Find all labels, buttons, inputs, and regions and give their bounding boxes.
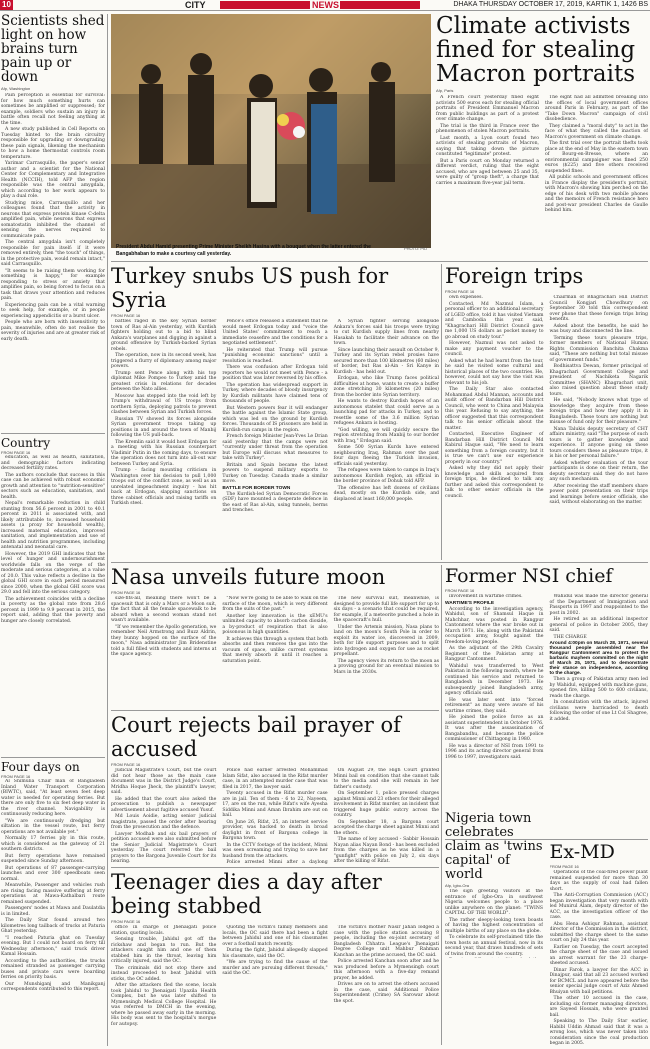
- nasa-col-2: [222, 596, 327, 706]
- paragraph: Last month, a Lyon court found two activists of stealing portraits of Macron, saying that taking down the picture constituted "legitimate" protest.: [436, 135, 539, 157]
- paragraph: "It seems to be raising them working for something is happy," for example responding to stress or anxiety that amplifies pain, so being forced to focus on a task that draws your attention and reduces pain.: [1, 268, 105, 301]
- foreign-trips-body: [445, 295, 648, 557]
- dateline: DHAKA THURSDAY OCTOBER 17, 2019, KARTIK 1, 1426 BS: [453, 1, 648, 8]
- court-headline: Court rejects bail prayer of accused: [111, 713, 401, 761]
- column-rule: [441, 565, 442, 1045]
- court-col-2: [222, 768, 327, 865]
- divider: [111, 867, 439, 868]
- paragraph: The central amygdala isn't completely responsible for pain itself: if it were removed entirely, then "the touch" of things, in the protective pain, would remain intact," said Carrasquillo.: [1, 240, 105, 267]
- paragraph: own expenses.: [449, 295, 483, 300]
- nsi-headline: Former NSI chief: [445, 565, 613, 587]
- country-body: [1, 455, 105, 755]
- paragraph: Under the Artemis mission, Nasa plans to land on the moon's South Pole in order to exploit its water ice, discovered in 2009, both for life support purposes and to split into hydrogen and oxygen for use as rocket propellant.: [333, 624, 439, 657]
- climate-headline: Climate activists fined for stealing Macron portraits: [436, 14, 636, 87]
- nasa-body: [111, 596, 439, 706]
- paragraph: The victim's mother Nasir Jahan lodged a case with the police station accusing 8 people, including the ex-joint secretary of Bangladesh Chhatra League's Jhenaigati Degree College unit Mahbur Rahman Kanchan as the prime accused, the OC said.: [333, 925, 439, 958]
- paragraph: Asked why they did not apply their knowledge and skills acquired from foreign trips, he declined to talk any further and asked this correspondent to talk to other senior officials in the council.: [445, 466, 544, 499]
- paragraph: The agency views its return to the moon as a proving ground for an eventual mission to Mars in the 2030s.: [333, 658, 439, 675]
- paragraph: Chairman of Bhagrachari Hill District Council Kongjari Chowdhury on September 30 told this correspondent over phone that these foreign trips bring benefits.: [549, 295, 648, 322]
- paragraph: Some 500 Syrian Kurds have entered neighbouring Iraq, Rahman over the past four days fleeing the Turkish invasion, officials said yesterday.: [333, 445, 439, 467]
- fourdays-from: FROM PAGE 16: [1, 774, 31, 779]
- country-headline: Country: [1, 436, 51, 450]
- paragraph: The refugees were taken to camps in Iraq's autonomous Kurdish region, an official in the border province of Dohuk told AFP.: [333, 468, 439, 484]
- scientists-body: [1, 93, 105, 431]
- paragraph: Trump - facing mounting criticism in Washington over his decision to pull 1,000 troops out of the conflict zone, as well as an unrelated impeachment inquiry - has hit back at Erdogan, slapping sanctions on three cabinet officials and raising tariffs on Turkish steel.: [111, 468, 217, 506]
- court-col-1: [111, 768, 216, 865]
- page-header: [0, 0, 650, 11]
- nasa-col-3: [334, 596, 439, 706]
- nsi-column: [445, 565, 648, 1045]
- paragraph: Abu Hena Ashiqur Rahman, assistant director of the Commission in the district, submitted the charge sheet to the same court on July 24 this year.: [549, 921, 648, 943]
- paragraph: Passengers' nodes at Mawa and Daulatdia is in limited.: [1, 906, 105, 917]
- teenager-col-1: [111, 925, 216, 1046]
- nigeria-headline: Nigeria town celebrates claim as 'twins capital' of world: [445, 812, 543, 882]
- paragraph: After receiving the staff members share power point presentation on their trips and learnings before senior officials, she said, without elaborating on the matter.: [549, 483, 648, 505]
- paragraph: Asked whether evaluation of the tour participants is done on their return, the deputy secretary said they do not have any such mechanism.: [549, 460, 648, 482]
- paragraph: A new study published in Cell Reports on Tuesday hinted to the brain circuitry responsible for upgrading or downgrading these pain signals, likening the mechanism to how a home thermostat controls room temperature.: [1, 127, 105, 160]
- paragraph: There was confusion after Erdogan told reporters he would not meet with Pence - a position that was later reversed by his office.: [222, 365, 328, 381]
- paragraph: Al Shimulia Chair man of Bangladesh Inland Water Transport Corporation (BIWTC), said, "At least seven feet deep water is needed for operating ferries. But there are only five to six feet deep water in the river channel. Navigability is continuously reducing here.: [1, 779, 105, 817]
- left-column: [1, 14, 105, 1046]
- paragraph: Our Munshiganj and Manikganj correspondents contributed to this report.: [1, 981, 105, 992]
- paragraph: Contacted, Md Nazmul Islam, a personal officer to an additional secretary of LGED office, told it has visited Vietnam and Cambodia this year. said, "Khagrachari Hill District Council gave me 1,000 US dollars as pocket money to go abroad on study tour.": [445, 301, 544, 340]
- foreign-col-1: [445, 295, 544, 557]
- paragraph: Normally 17 ferries ply in this route, which is considered as the gateway of 21 southern districts.: [1, 836, 105, 852]
- paragraph: A Syrian fighter serving alongside Ankara's forces said his troops were trying to cut Kurdish supply lines from nearby Hasakah to facilitate their advance on the town.: [333, 319, 439, 346]
- paragraph: The Kurdish-led Syrian Democratic Forces (SDF) have mounted a desperate defence in the east of Ras al-Ain, using tunnels, berms and trenches.: [222, 491, 328, 513]
- climate-col-2: [545, 95, 648, 245]
- paragraph: "We are trying to find the cause of the murder and are pursuing different threads," said the OC.: [222, 960, 328, 976]
- paragraph: Russian TV showed its forces alongside Syrian government troops taking up positions in and around the town of Manbij following the US pull-back.: [111, 416, 217, 438]
- scientists-headline: Scientists shed light on how brains turn pain up or down: [1, 14, 105, 85]
- teenager-from: FROM PAGE 16: [111, 919, 141, 924]
- paragraph: size-fits-all, meaning there won't be a spacesuit that is only a Mars or a Moon suit, the fact that all the female spacewalk to be aboard when a second woman stand not wasn't available.: [111, 596, 217, 623]
- turkey-headline: Turkey snubs US push for Syria: [111, 264, 389, 312]
- paragraph: On June 26, Rifat, 25, an internet service provider, was hacked to death in broad daylight in front of Bargona college in Bargona town.: [222, 819, 328, 841]
- paragraph: He retired as an additional inspector general of police in October 2005, they said.: [549, 617, 648, 633]
- paragraph: The new survival suit, meanwhile, is designed to provide full life support for up to six days - a scenario that could be required, for example, if a meteorite punched a hole in the spacecraft's hull.: [333, 596, 439, 623]
- section-news: NEWS: [312, 0, 339, 10]
- paragraph: Yarimar Carrasquillo, the paper's senior author and a scientist for the National Center for Complementary and Integrative Health (NCCIH), told AFP the region responsible was the central amygdala, which according to her work appears to play a dual role.: [1, 161, 105, 199]
- court-article: [111, 713, 439, 865]
- exmd-article: [550, 841, 649, 1045]
- turkey-col-1: [111, 319, 216, 560]
- paragraph: Asked what he had learnt from the tour, he said he visited some cultural and historical places of the two countries. He, however, could not say how the visit was relevant to his job.: [445, 358, 544, 386]
- paragraph: He said, "Nobody knows what type of knowledge they acquire from these foreign trips and how they apply it in Bangladesh. These tours are nothing but misuse of fund only for their pleasure.": [549, 398, 648, 425]
- paragraph: He added that the court also asked the prosecution to publish a newspaper advertisement about fugitive accused Yusuf.: [111, 796, 217, 813]
- teenager-article: [111, 870, 439, 1046]
- turkey-col-3: [334, 319, 439, 560]
- nsi-col-2: [550, 594, 649, 837]
- foreign-trips-from: FROM PAGE 16: [445, 289, 475, 294]
- nsi-from: FROM PAGE 16: [445, 588, 475, 593]
- paragraph: According to the investigation agency, Wahidul, son of Shamsul Haque in Mahchhar, was posted in Rangpur Cantonment where the war broke out in March 1971. He, along with the Pakistani occupation army, fought against the freedom-loving people.: [445, 606, 544, 645]
- paragraph: Bodhisattva Dewan, former principal of Khagrachari Government College and president of Nachiketa Nagarik Committee (SHANC) Khagrachari unit, also raised question about these study tours.: [549, 364, 648, 397]
- teenager-body: [111, 925, 439, 1046]
- exmd-headline: Ex-MD: [549, 841, 615, 863]
- paragraph: "I reached Paturia ghat on Tuesday evening. But I could not board on ferry till Wednesday afternoon," said truck driver Kamal Hossain.: [1, 935, 105, 957]
- paragraph: He reiterated that Trump will pursue "punishing economic sanctions" until a resolution is reached.: [222, 347, 328, 364]
- paragraph: Studying mice, Carrasquillo and her colleagues found that the activity in neurons that express protein kinase C-delta amplified pain, while neurons that express somatostatin inhibited the channel of sensing the nerves required to communicate pain.: [1, 200, 105, 239]
- paragraph: Lawyer Modhab and six bail prayers of petition accused were also submitted before the Senior Judicial Magistrate's Court yesterday. The court referred the bail prayers to the Bargona Juvenile Court for its hearing.: [111, 831, 217, 864]
- climate-body: [436, 95, 648, 245]
- nsi-body: [445, 594, 648, 837]
- paragraph: Since launching their assault on October 9, Turkey and its Syrian rebel proxies have secured more than 100 kilometres (60 miles) of border, but Ras al-Ain - Sri Kanye in Kurdish - has held out.: [333, 347, 439, 375]
- paragraph: The trial is the third in France over the phenomenon of stolen Macron portraits.: [436, 123, 539, 134]
- paragraph: He wants to destroy Kurdish hopes of an autonomous statelet that could serve as a launching pad for attacks in Turkey, and to resettle some of the 3.6 million Syrian refugees Ankara is hosting.: [333, 399, 439, 426]
- section-city: CITY: [185, 0, 206, 10]
- nigeria-byline: Afp, Igbo-Ora: [445, 883, 470, 888]
- teenager-headline: Teenager dies a day after being stabbed: [111, 870, 382, 918]
- paragraph: Dinar Farok, a lawyer for the ACC in Dinajpur, said that all 23 accused worked for BCMCL and have appeared before the senior special judge court of Aziz Ahmed Bhuiyan with bail petitions.: [549, 967, 648, 995]
- paragraph: Nana Talukis deputy secretary of CHT affairs ministry, said "The purpose of such tours is to gather knowledge and experience. If anyone going on these tours considers these as pleasure trips, it is his or her personal failure.": [549, 426, 648, 459]
- photo-credit: PHOTO: PID: [404, 246, 428, 251]
- nasa-headline: Nasa unveils future moon: [111, 565, 386, 589]
- paragraph: They claimed a "moral duty" to act in the face of what they called the inaction of Macron's government on climate change.: [545, 123, 648, 140]
- paragraph: Quoting the victim's family members and locals, the OC said there had been a fight between Jahidul and one of his classmates over a football match recently.: [222, 925, 328, 947]
- paragraph: The sign greeting visitors at the entrance of Igbo-Ora in southwest Nigeria welcomes people to a place unlike anywhere on the planet: "TWINS CAPITAL OF THE WORLD".: [445, 889, 543, 916]
- paragraph: All public schools and government offices in France display the president's portrait, with Macron's showing him perched on the edge of his desk with two mobile phones and the memoirs of French resistance hero and post-war president Charles de Gaulle behind him.: [545, 175, 648, 213]
- paragraph: The first trial over the portrait thefts took place at the end of May in the eastern town of Bourg-en-Bresse, where an environmental campaigner was fined 250 euros ($225) and five others received suspended fines.: [545, 141, 648, 174]
- photo-caption: President Abdul Hamid presenting Prime Minister Sheikh Hasina with a bouquet when the latter entered the Bangabhaban to make a courtesy call yesterday.: [116, 244, 371, 257]
- paragraph: Pence's office released a statement that he would meet Erdogan today and "voice the United States' commitment to reach a immediate ceasefire and the conditions for a negotiated settlement".: [222, 319, 328, 346]
- paragraph: Operations of the coal-fired power plant remained suspended for more than 30 days as the supply of coal had fallen short.: [549, 870, 648, 892]
- paragraph: The operation has widespread support in Turkey, where decades of bloody insurgency by Kurdish militants have claimed tens of thousands of people.: [222, 382, 328, 404]
- teenager-col-2: [222, 925, 327, 1046]
- paragraph: On September 18, a Bargona court accepted the charge sheet against Minni and the others.: [333, 819, 439, 836]
- paragraph: "Now we're going to be able to walk on the surface of the moon, which is very different from the suits of the past.": [222, 596, 328, 612]
- paragraph: Twenty accused in the Rifat murder case are in jail. Ten of them - 6 to 22, Nayeem, 17, are on the run, while Rifat's wife Ayesha Siddika Minni and Aman Ibrahim are out on bail.: [222, 791, 328, 818]
- paragraph: However, the 2019 GHI indicates that the level of hunger and undernourishment worldwide falls on the verge of the moderate and serious categories, at a value of 20.0. This value reflects a decline in the global GHI score in each period measured since 2000, when the global GHI score was 29.0 and fell into the serious category.: [1, 551, 105, 595]
- turkey-subhead: BATTLE FOR BORDER TOWN: [222, 485, 291, 491]
- exmd-body: [550, 870, 649, 1045]
- paragraph: During the fight, Jahidul allegedly slapped his classmate, said the OC.: [222, 948, 328, 959]
- paragraph: The criminals did not stop there and instead proceeded to beat Jahidul with sticks, the OC added.: [111, 965, 217, 982]
- foreign-col-2: [550, 295, 649, 557]
- paragraph: Terming these tours pleasure trips, former members of National Human Rights Commission Banchita Chakma said, "These are nothing but total misuse of government funds.": [549, 335, 648, 363]
- header-accent-bar-right: [340, 1, 420, 9]
- exmd-from: FROM PAGE 16: [549, 864, 579, 869]
- nigeria-body: [445, 889, 543, 958]
- court-from: FROM PAGE 16: [111, 762, 141, 767]
- paragraph: "We are continuously dredging but siltation in the vessel route, but ferry operations are not available yet.": [1, 818, 105, 835]
- paragraph: Md Louis Aoidie, acting senior judicial magistrate, passed the order after hearing from the prosecution and the defence.: [111, 814, 217, 830]
- paragraph: Wahidul was transferred to West Pakistan in the following month, where he continued his service and returned to Bangladesh in December 1973. He subsequently joined Bangladesh army, agency officials said.: [445, 663, 544, 696]
- paragraph: Britain and Spain became the latest powers to suspend military exports to Turkey on Tuesday. Canada made a similar move.: [222, 462, 328, 484]
- photo-illustration: [111, 14, 431, 248]
- paragraph: In the CCTV footage of the incident, Minni was seen screaming and trying to save her husband from the attackers.: [222, 842, 328, 859]
- paragraph: Speaking to The Daily Star earlier, Habibl Uddin Ahmad said that it was a wrong loss, which was never taken into consideration since the coal production began in 2005.: [549, 1019, 648, 1045]
- paragraph: The Anti-Corruption Commission (ACC) began investigation that very month with led Munirul Alam, deputy director of the ACC, as the investigation officer of the case.: [549, 893, 648, 920]
- header-accent-bar: [220, 1, 310, 9]
- paragraph: In consultation with the attack, injured civilians were barricaded to death following the order of one Lt Col Shagree, it added.: [549, 700, 648, 722]
- climate-article: [436, 14, 648, 259]
- paragraph: education, as well as health, sanitation, and demographic factors indicating decreased fertility rates.: [1, 455, 105, 471]
- nasa-from: FROM PAGE 16: [111, 590, 141, 595]
- paragraph: It achieves this through a system that both absorbs and then removes the gas into the vacuum of space, unlike current systems that merely absorb it until it reaches a saturation point.: [222, 636, 328, 664]
- paragraph: Meanwhile, Passenger and vehicles rush are rising facing massive suffering at ferry operations at Mawa-Kathalbari route remained suspended.: [1, 883, 105, 905]
- paragraph: Pain perception is essential for survival: for how much something hurts can sometimes be amplified or suppressed; for example, soldiers who sustain an injury in battle often recall not feeling anything at the time.: [1, 93, 105, 126]
- paragraph: The other 10 accused in the case, including six former managing directors, are Sayeed Hossain, who were granted bail.: [549, 996, 648, 1018]
- foreign-trips-headline: Foreign trips: [445, 264, 584, 288]
- paragraph: Drives are on to arrest the others accused in the case, said Additional Police Superintendent (Crime) SA Sarowar about the spot.: [333, 982, 439, 1004]
- paragraph: Then a group of Pakistan army men led by Wahidul, equipped with machine guns, opened fire, killing 500 to 600 civilians, reads the charge.: [549, 677, 648, 699]
- paragraph: "God willing, we will quickly secure the region stretching from Manbij to our border with Iraq," Erdogan said.: [333, 427, 439, 444]
- divider: [111, 562, 648, 563]
- turkey-from: FROM PAGE 16: [111, 313, 141, 318]
- paragraph: The operation, now in its second week, has triggered a flurry of diplomacy among major powers.: [111, 353, 217, 369]
- fourdays-headline: Four days on: [1, 760, 80, 774]
- page-number: 10: [0, 0, 13, 10]
- paragraph: People who are born with insensitivity to pain, meanwhile, often do not realise the severity of injuries and are at greater risk of early death.: [1, 320, 105, 342]
- paragraph: But a Paris court on Monday returned a different verdict, ruling that the eight accused, who are aged between 25 and 35, were guilty of "group theft", a charge that carries a maximum five-year jail term.: [436, 158, 539, 186]
- paragraph: Another key innovation is the xEMU's unlimited capacity to absorb carbon dioxide, a by-product of respiration that is also poisonous in high quantities.: [222, 613, 328, 635]
- paragraph: Police arrested Minni after a daylong: [226, 860, 328, 865]
- paragraph: The Daily Star found around two kilometres long tailback of trucks at Paturia Ghat yesterday.: [1, 918, 105, 934]
- divider: [111, 261, 648, 262]
- nasa-col-1: [111, 596, 216, 706]
- paragraph: The authors conclude that success in this case can be achieved with robust economic growth and attention to "nutrition-sensitive" sectors such as education, sanitation, and health.: [1, 472, 105, 500]
- divider: [1, 757, 105, 758]
- paragraph: A French court yesterday fined eight activists 500 euros each for stealing official portraits of President Emmanuel Macron from public buildings as part of a protest over climate change.: [436, 95, 539, 122]
- paragraph: The eight had all admitted breaking into the offices of local government offices around Paris in February, as part of the "Take Down Macron" campaign of civil disobedience.: [545, 95, 648, 122]
- paragraph: But operations of 87 passenger-carrying launches and over 300 speedboats seen normal.: [1, 865, 105, 882]
- fourdays-body: [1, 779, 105, 1046]
- paragraph: involvement in wartime crimes.: [449, 594, 523, 599]
- paragraph: He was later sent into "forced retirement" as many were aware of his wartime crimes, they said.: [445, 697, 544, 714]
- paragraph: Experiencing pain can be a vital warning to seek help, for example, or in people experiencing appendicitis or a burst ulcer.: [1, 302, 105, 319]
- paragraph: The name of key accused - Sabbir Hossain Nayan alias Nayan Bond - has been excluded from the charges as he was killed in a "gunfight" with police on July 2, six days after the killing of Rifat.: [333, 837, 439, 864]
- climate-col-1: [436, 95, 539, 245]
- divider: [1, 433, 105, 434]
- paragraph: On August 29, the High Court granted Minni bail on condition that she cannot talk to the media and she will remain in her father's custody.: [333, 768, 439, 790]
- paragraph: Trump sent Pence along with his top diplomat Mike Pompeo to Turkey amid the greatest crisis in relations for decades between the Nato allies.: [111, 370, 217, 392]
- country-from: FROM PAGE 16: [1, 450, 31, 455]
- scientists-byline: Afp, Washington: [1, 86, 31, 91]
- paragraph: The Kremlin said it would host Erdogan for a meeting with his Russian counterpart Vladimir Putin in the coming days, to ensure the operation does not turn into all-out war between Turkey and Syria.: [111, 439, 217, 467]
- foreign-trips-article: [445, 264, 648, 560]
- paragraph: Earlier on Tuesday, the court accepted the charge sheet of the case and issued an arrest warrant for the 23 charge-sheeted accused.: [549, 944, 648, 966]
- paragraph: After the attackers fled the scene, locals took Jahidul to Jhenaigati Upazila Health Complex, but he was later shifted to Mymensingh Medical College Hospital. He was referred to DMCH in the evening, where he passed away early in the morning. His body was sent to the hospital's morgue for autopsy.: [111, 983, 217, 1027]
- paragraph: office in charge of Jhenaigati police station, quoting locals.: [111, 925, 217, 936]
- paragraph: To celebrate its self-proclaimed title the town hosts an annual festival, now in its second year, that draws hundreds of sets of twins from around the country.: [445, 935, 543, 957]
- paragraph: On September 1, police pressed charges against Minni and 23 others for their alleged involvement in Rifat murder, an incident that triggered huge public outcry across the country.: [333, 791, 439, 818]
- paragraph: As the adjutant of the 29th Cavalry Regiment of the Pakistan army at Rangpur Cantonment.: [445, 646, 544, 662]
- paragraph: Police arrested Kanchan soon after and he was produced before a Mymensingh court this afternoon with a five-day remand prayer, he added.: [333, 959, 439, 981]
- paragraph: The rather sleepy-looking town boasts of having the highest concentration of multiple births of any place on the globe.: [445, 917, 543, 934]
- nigeria-article: [445, 812, 543, 958]
- paragraph: battles raged in the key Syrian border town of Ras al-Ain yesterday, with Kurdish fighters holding out to a bid to blind Ankara's warplanes and digging in against a ground offensive by Turkish-backed Syrian rebels.: [111, 319, 217, 352]
- paragraph: He was a director of NSI from 1991 to 1996 and its acting director general from 1996 to 1997, investigators said.: [445, 743, 544, 760]
- paragraph: French foreign Minister Jean-Yves Le Drian said yesterday that the camps were not "currently under threat from the operation but Europe will discuss what measures to take with Turkey".: [222, 434, 328, 461]
- news-photo: [111, 14, 431, 248]
- paragraph: According to the authorities, the trucks remained stranded as passenger carrying buses and private cars were boarding ferries on priority basis.: [1, 958, 105, 980]
- paragraph: Moscow has stepped into the void left by Trump's withdrawal of US troops from northern Syria, deploying patrols to prevent clashes between Syrian and Turkish forces.: [111, 393, 217, 415]
- paragraph: The achievement coincides with a decline in poverty as the global rate from 28.6 percent in 1999 to 9.9 percent in 2015, the report said, adding that the poverty and hunger are closely correlated.: [1, 596, 105, 624]
- column-rule: [107, 14, 108, 1046]
- paragraph: Erdogan, who like Trump faces political difficulties at home, wants to create a buffer zone stretching 30 kilometres (20 miles) from the border into Syrian territory.: [333, 376, 439, 398]
- paragraph: Asked about the benefits, he said he was busy and disconnected the line.: [549, 323, 648, 334]
- court-body: [111, 768, 439, 865]
- paragraph: Sensing trouble, Jahidul got off the rickshaw and began to run. But the attackers caught him and one of them stabbed him in the throat, leaving him critically injured, said the OC.: [111, 937, 217, 964]
- turkey-body: [111, 319, 439, 560]
- paragraph: The offensive has left dozens of civilians dead, mostly on the Kurdish side, and displaced at least 160,000 people.: [333, 485, 439, 502]
- turkey-article: [111, 264, 439, 560]
- nsi-subhead: WARTIME'S PROFILE: [445, 600, 495, 606]
- climate-byline: Afp, Paris: [436, 88, 454, 93]
- court-col-3: [334, 768, 439, 865]
- nsi-col-1: [445, 594, 544, 837]
- paragraph: THE CHARGE: [553, 634, 587, 640]
- paragraph: He joined the police force as an assistant superintendent in October 1976. It was after the assassination of Bangabandhu, and became the police commissioner of Chittagong in 1980.: [445, 715, 544, 742]
- paragraph: But Western powers fear it will endanger the battle against the Islamic State group, which was led on the ground by Kurdish forces. Thousands of IS prisoners are held in Kurdish-run camps in the region.: [222, 405, 328, 433]
- turkey-col-2: [222, 319, 327, 560]
- teenager-col-3: [334, 925, 439, 1046]
- paragraph: Judicial Magistrate's Court, but the court did not hear those as the main case document was in the District Judge's Court, Mridha Hoque Jheck, the plaintiff's lawyer, said.: [111, 768, 217, 795]
- paragraph: Nepal's remarkable reduction in child stunting from 56.6 percent in 2001 to 40.1 percent in 2011 is associated with, and likely attributable to, increased household assets (a proxy for household wealth), increased maternal education, improved sanitation, and implementation and use of health and nutrition programmes, including antenatal and neonatal care.: [1, 501, 105, 550]
- column-rule: [441, 264, 442, 560]
- paragraph: "If we remember the Apollo generation, we remember Neil Armstrong and Buzz Aldrin, they bunny hopped on the surface of the moon," Nasa administrator Jim Bridenstine told a full filled with students and interns at the space agency.: [111, 624, 217, 657]
- nsi-subhead: Around 4:00pm on March 28, 1971, several thousand people assembled near the Rangpur Cantonment area to protest the barbaric mayhem committed on the night of March 25, 1971, and to demonstrate their stance on independence, according to the charge.: [549, 641, 648, 676]
- paragraph: Police had earlier arrested Mohammad Islam Sifat, also accused in the Rifat murder case, in an attempted murder case that was filed in 2017, the lawyer said.: [222, 768, 328, 790]
- paragraph: But ferry operations have remained suspended since Sunday afternoon.: [1, 853, 105, 864]
- divider: [111, 710, 439, 711]
- paragraph: However, Nazmul was not asked to make any payment voucher to the council.: [445, 341, 544, 357]
- nasa-article: [111, 565, 439, 708]
- paragraph: The Daily Star also contacted Mohammad Abdul Mannan, accounts and audit officer of Bandarban Hill District Council, who went to China and Malaysia this year. Refusing to say anything, the officer suggested that this correspondent talk to his senior officials about the matter.: [445, 387, 544, 431]
- paragraph: Contacted, Executive Engineer of Bandarban Hill District Council Md Kabirul Haque said, "We need to learn something from a foreign country, but it is true we can't use our experience properly in our country.": [445, 432, 544, 465]
- paragraph: Wahidul was made the director general of the Department of Immigration and Passports in 1997 and reappointed to the post in 2002.: [549, 594, 648, 616]
